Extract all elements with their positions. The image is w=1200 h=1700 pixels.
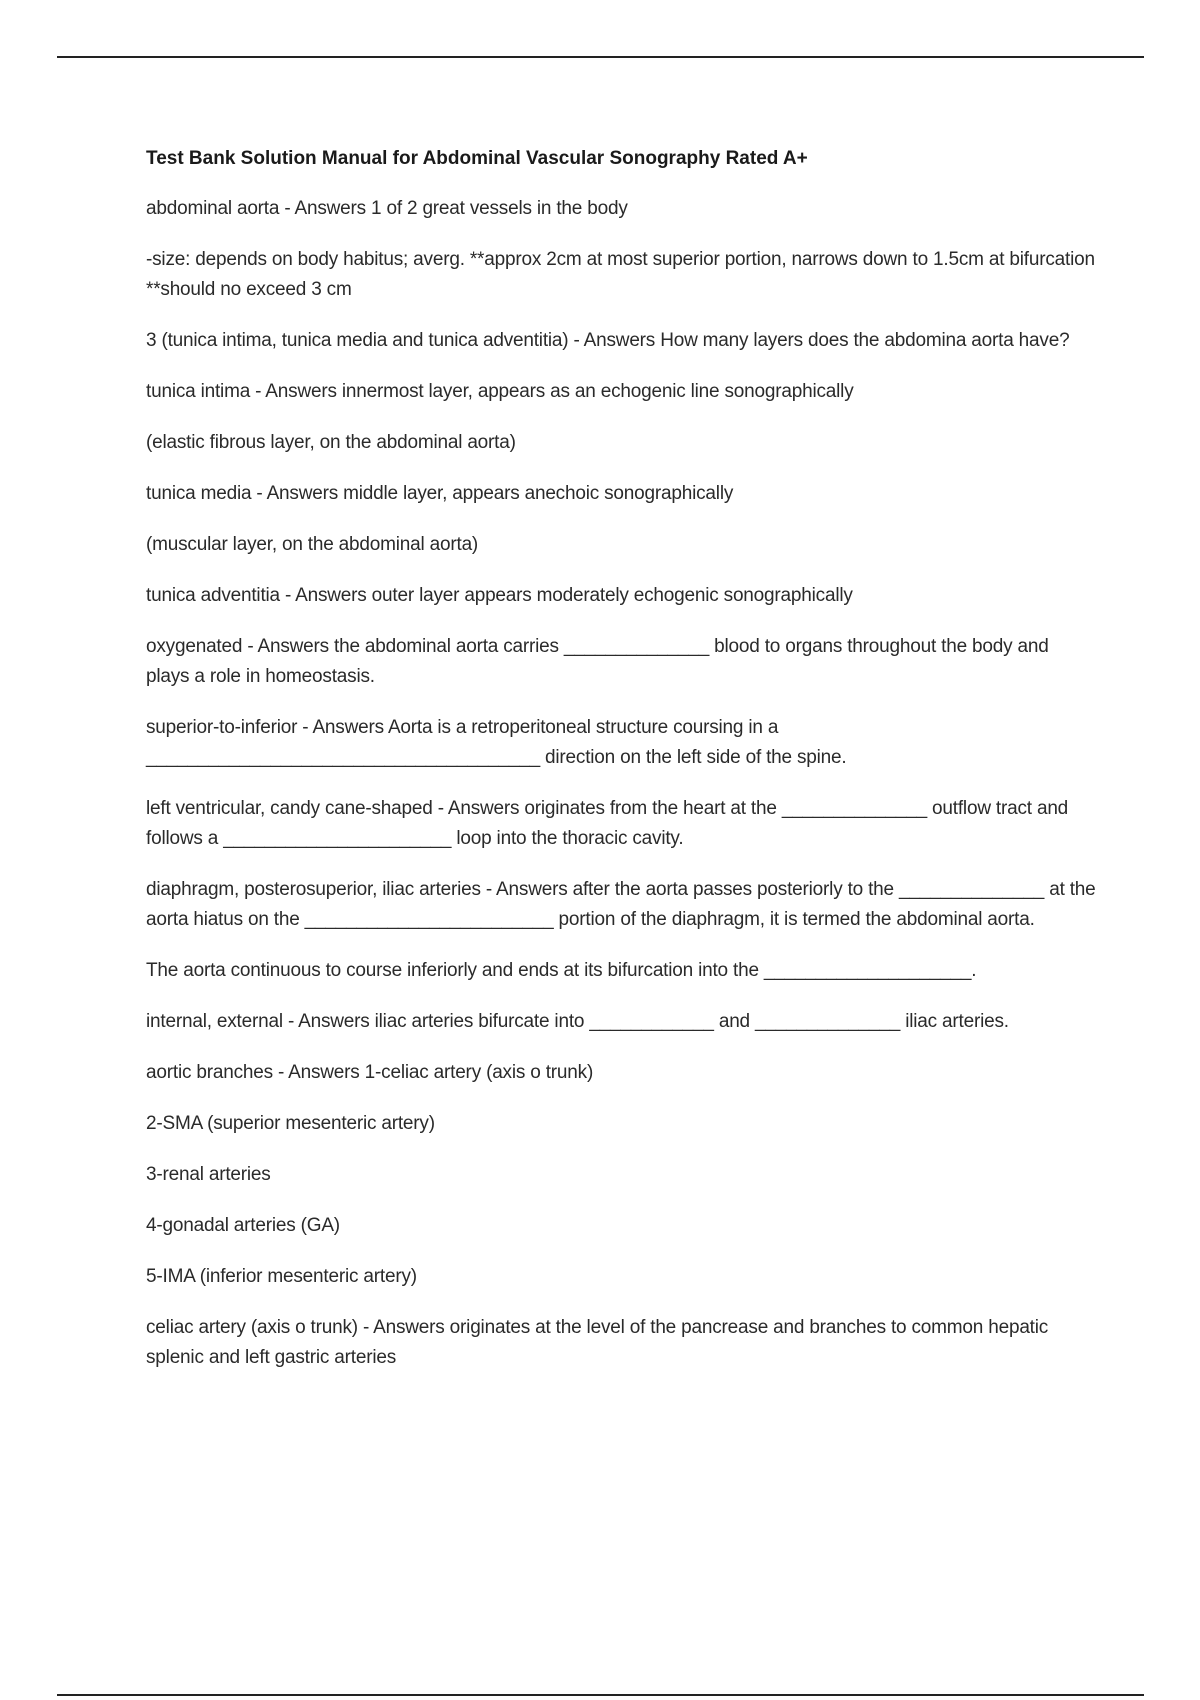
paragraph: (muscular layer, on the abdominal aorta) <box>146 534 479 555</box>
paragraph: -size: depends on body habitus; averg. **approx 2cm at most superior portion, narrows down to 1.5cm at bifurcation **should no exceed 3 cm <box>146 249 1095 300</box>
paragraph: 3-renal arteries <box>146 1164 271 1185</box>
paragraph: 3 (tunica intima, tunica media and tunica adventitia) - Answers How many layers does the abdomina aorta have? <box>146 330 1070 351</box>
paragraph: The aorta continuous to course inferiorly and ends at its bifurcation into the ____________________. <box>146 960 977 981</box>
paragraph: internal, external - Answers iliac arteries bifurcate into ____________ and ______________ iliac arteries. <box>146 1011 1009 1032</box>
paragraph: 5-IMA (inferior mesenteric artery) <box>146 1266 417 1287</box>
paragraph: left ventricular, candy cane-shaped - Answers originates from the heart at the ______________ outflow tract and follows a ______________________ loop into the thoracic cavity. <box>146 798 1069 849</box>
paragraph: (elastic fibrous layer, on the abdominal aorta) <box>146 432 516 453</box>
paragraph: tunica intima - Answers innermost layer, appears as an echogenic line sonographically <box>146 381 854 402</box>
paragraph: 2-SMA (superior mesenteric artery) <box>146 1113 435 1134</box>
paragraph: 4-gonadal arteries (GA) <box>146 1215 340 1236</box>
document-body <box>146 144 1096 1394</box>
paragraph: aortic branches - Answers 1-celiac artery (axis o trunk) <box>146 1062 594 1083</box>
paragraph: tunica media - Answers middle layer, appears anechoic sonographically <box>146 483 734 504</box>
footer-rule <box>57 1694 1144 1696</box>
paragraph: superior-to-inferior - Answers Aorta is a retroperitoneal structure coursing in a ______________________________________ direction on the left side of the spine. <box>146 717 847 768</box>
paragraph: celiac artery (axis o trunk) - Answers originates at the level of the pancrease and branches to common hepatic splenic and left gastric arteries <box>146 1317 1049 1368</box>
paragraph: oxygenated - Answers the abdominal aorta carries ______________ blood to organs throughout the body and plays a role in homeostasis. <box>146 636 1049 687</box>
paragraph: diaphragm, posterosuperior, iliac arteries - Answers after the aorta passes posteriorly to the ______________ at the aorta hiatus on the ________________________ portion of the diaphragm, it is termed the abdominal aorta. <box>146 879 1096 930</box>
header-rule <box>57 56 1144 58</box>
document-title: Test Bank Solution Manual for Abdominal Vascular Sonography Rated A+ <box>146 148 808 169</box>
paragraph: tunica adventitia - Answers outer layer appears moderately echogenic sonographically <box>146 585 853 606</box>
paragraph: abdominal aorta - Answers 1 of 2 great vessels in the body <box>146 198 628 219</box>
